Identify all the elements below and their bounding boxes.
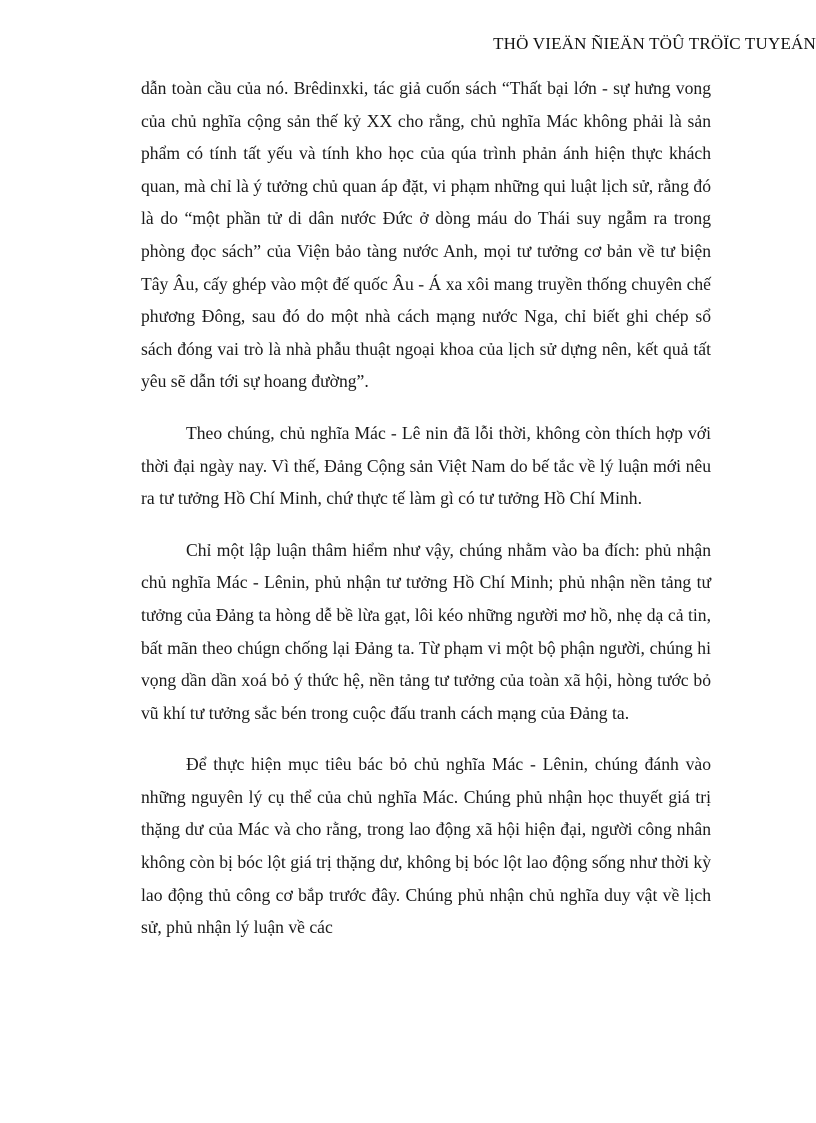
paragraph-muc-tieu: Để thực hiện mục tiêu bác bỏ chủ nghĩa Mác - Lênin, chúng đánh vào những nguyên lý cụ thể của chủ nghĩa Mác. Chúng phủ nhận học thuyết giá trị thặng dư của Mác và cho rằng, trong lao động xã hội hiện đại, người công nhân không còn bị bóc lột giá trị thặng dư, không bị bóc lột lao động sống như thời kỳ lao động thủ công cơ bắp trước đây. Chúng phủ nhận chủ nghĩa duy vật về lịch sử, phủ nhận lý luận về các [141, 754, 711, 938]
document-body [141, 72, 711, 963]
paragraph-theo-chung: Theo chúng, chủ nghĩa Mác - Lê nin đã lỗi thời, không còn thích hợp với thời đại ngày nay. Vì thế, Đảng Cộng sản Việt Nam do bế tắc về lý luận mới nêu ra tư tưởng Hồ Chí Minh, chứ thực tế làm gì có tư tưởng Hồ Chí Minh. [141, 422, 711, 509]
paragraph-lap-luan: Chỉ một lập luận thâm hiểm như vậy, chúng nhằm vào ba đích: phủ nhận chủ nghĩa Mác - Lênin, phủ nhận tư tưởng Hồ Chí Minh; phủ nhận nền tảng tư tưởng của Đảng ta hòng dễ bề lừa gạt, lôi kéo những người mơ hồ, nhẹ dạ cả tin, bất mãn theo chúgn chống lại Đảng ta. Từ phạm vi một bộ phận người, chúng hi vọng dần dần xoá bỏ ý thức hệ, nền tảng tư tưởng của toàn xã hội, hòng tước bỏ vũ khí tư tưởng sắc bén trong cuộc đấu tranh cách mạng của Đảng ta. [141, 539, 711, 723]
paragraph-continued: dẫn toàn cầu của nó. Brêdinxki, tác giả cuốn sách “Thất bại lớn - sự hưng vong của chủ nghĩa cộng sản thế kỷ XX cho rằng, chủ nghĩa Mác không phải là sản phẩm có tính tất yếu và tính kho học của qúa trình phản ánh hiện thực khách quan, mà chỉ là ý tưởng chủ quan áp đặt, vi phạm những qui luật lịch sử, rằng đó là do “một phần tử di dân nước Đức ở dòng máu do Thái suy ngẫm ra trong phòng đọc sách” của Viện bảo tàng nước Anh, mọi tư tưởng cơ bản về tư biện Tây Âu, cấy ghép vào một đế quốc Âu - Á xa xôi mang truyền thống chuyên chế phương Đông, sau đó do một nhà cách mạng nước Nga, chỉ biết ghi chép sổ sách đóng vai trò là nhà phẫu thuật ngoại khoa của lịch sử dựng nên, kết quả tất yêu sẽ dẫn tới sự hoang đường”. [141, 78, 711, 392]
running-header: THÖ VIEÄN ÑIEÄN TÖÛ TRÖÏC TUYEÁN [493, 34, 816, 53]
